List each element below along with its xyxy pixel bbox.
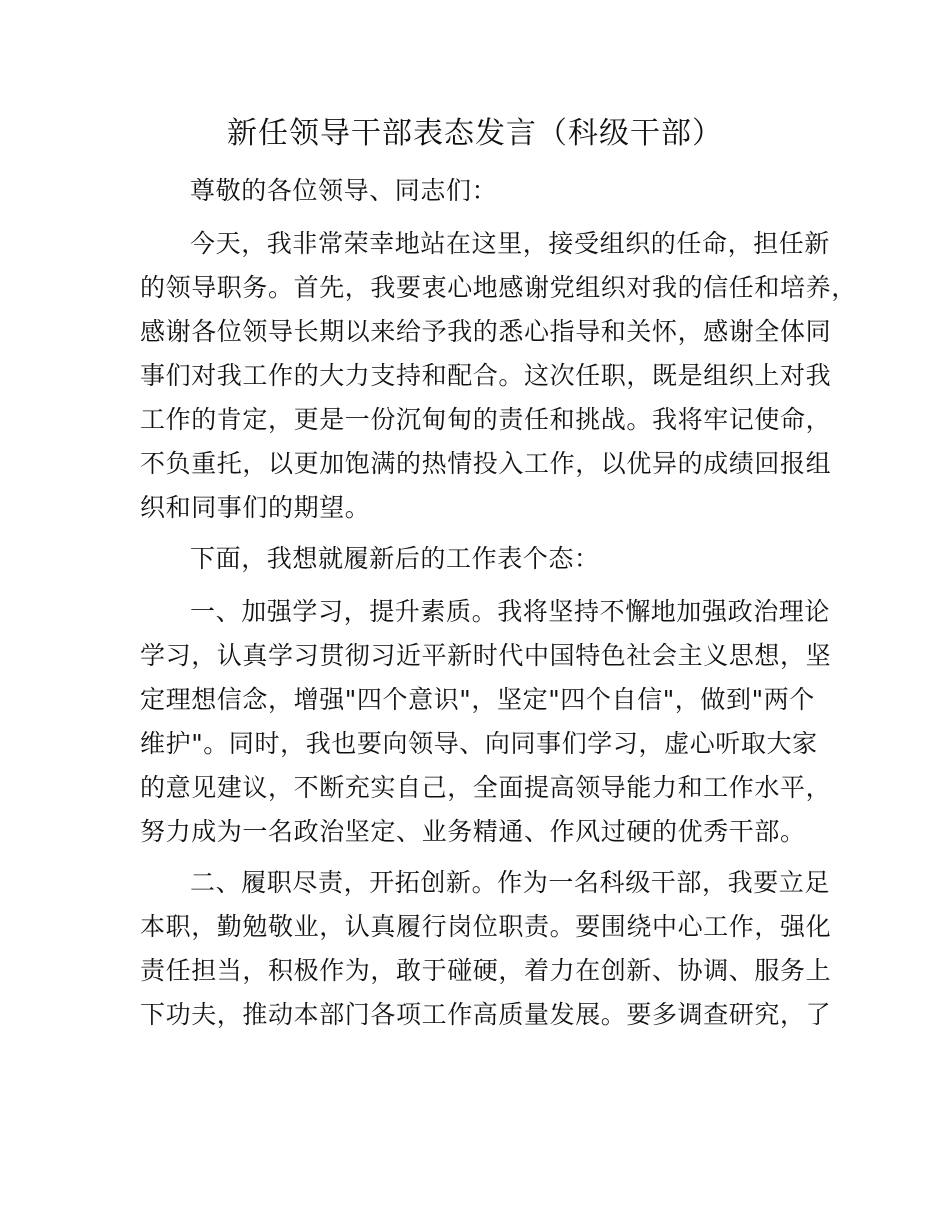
paragraph-line: 本职，勤勉敬业，认真履行岗位职责。要围绕中心工作，强化 (140, 912, 832, 941)
paragraph-line: 织和同事们的期望。 (140, 493, 371, 522)
paragraph-line: 的意见建议，不断充实自己，全面提高领导能力和工作水平， (140, 773, 832, 802)
paragraph-line: 的领导职务。首先，我要衷心地感谢党组织对我的信任和培养， (140, 273, 857, 302)
paragraph-line: 今天，我非常荣幸地站在这里，接受组织的任命，担任新 (190, 229, 831, 258)
paragraph-line: 二、履职尽责，开拓创新。作为一名科级干部，我要立足 (190, 868, 831, 897)
document-title: 新任领导干部表态发言（科级干部） (227, 116, 723, 151)
paragraph-line: 一、加强学习，提升素质。我将坚持不懈地加强政治理论 (190, 597, 831, 626)
paragraph-line: 维护"。同时，我也要向领导、向同事们学习，虚心听取大家 (140, 729, 818, 758)
paragraph-line: 下功夫，推动本部门各项工作高质量发展。要多调查研究，了 (140, 1000, 832, 1029)
paragraph-line: 责任担当，积极作为，敢于碰硬，着力在创新、协调、服务上 (140, 956, 832, 985)
paragraph-line: 事们对我工作的大力支持和配合。这次任职，既是组织上对我 (140, 361, 832, 390)
paragraph-line: 不负重托，以更加饱满的热情投入工作，以优异的成绩回报组 (140, 449, 832, 478)
paragraph-line: 努力成为一名政治坚定、业务精通、作风过硬的优秀干部。 (140, 817, 806, 846)
paragraph-line: 工作的肯定，更是一份沉甸甸的责任和挑战。我将牢记使命， (140, 405, 832, 434)
paragraph-line: 定理想信念，增强"四个意识"，坚定"四个自信"，做到"两个 (140, 685, 815, 714)
salutation-line: 尊敬的各位领导、同志们： (190, 176, 498, 205)
paragraph-line: 下面，我想就履新后的工作表个态： (190, 544, 600, 573)
paragraph-line: 感谢各位领导长期以来给予我的悉心指导和关怀，感谢全体同 (140, 317, 832, 346)
paragraph-line: 学习，认真学习贯彻习近平新时代中国特色社会主义思想，坚 (140, 641, 832, 670)
